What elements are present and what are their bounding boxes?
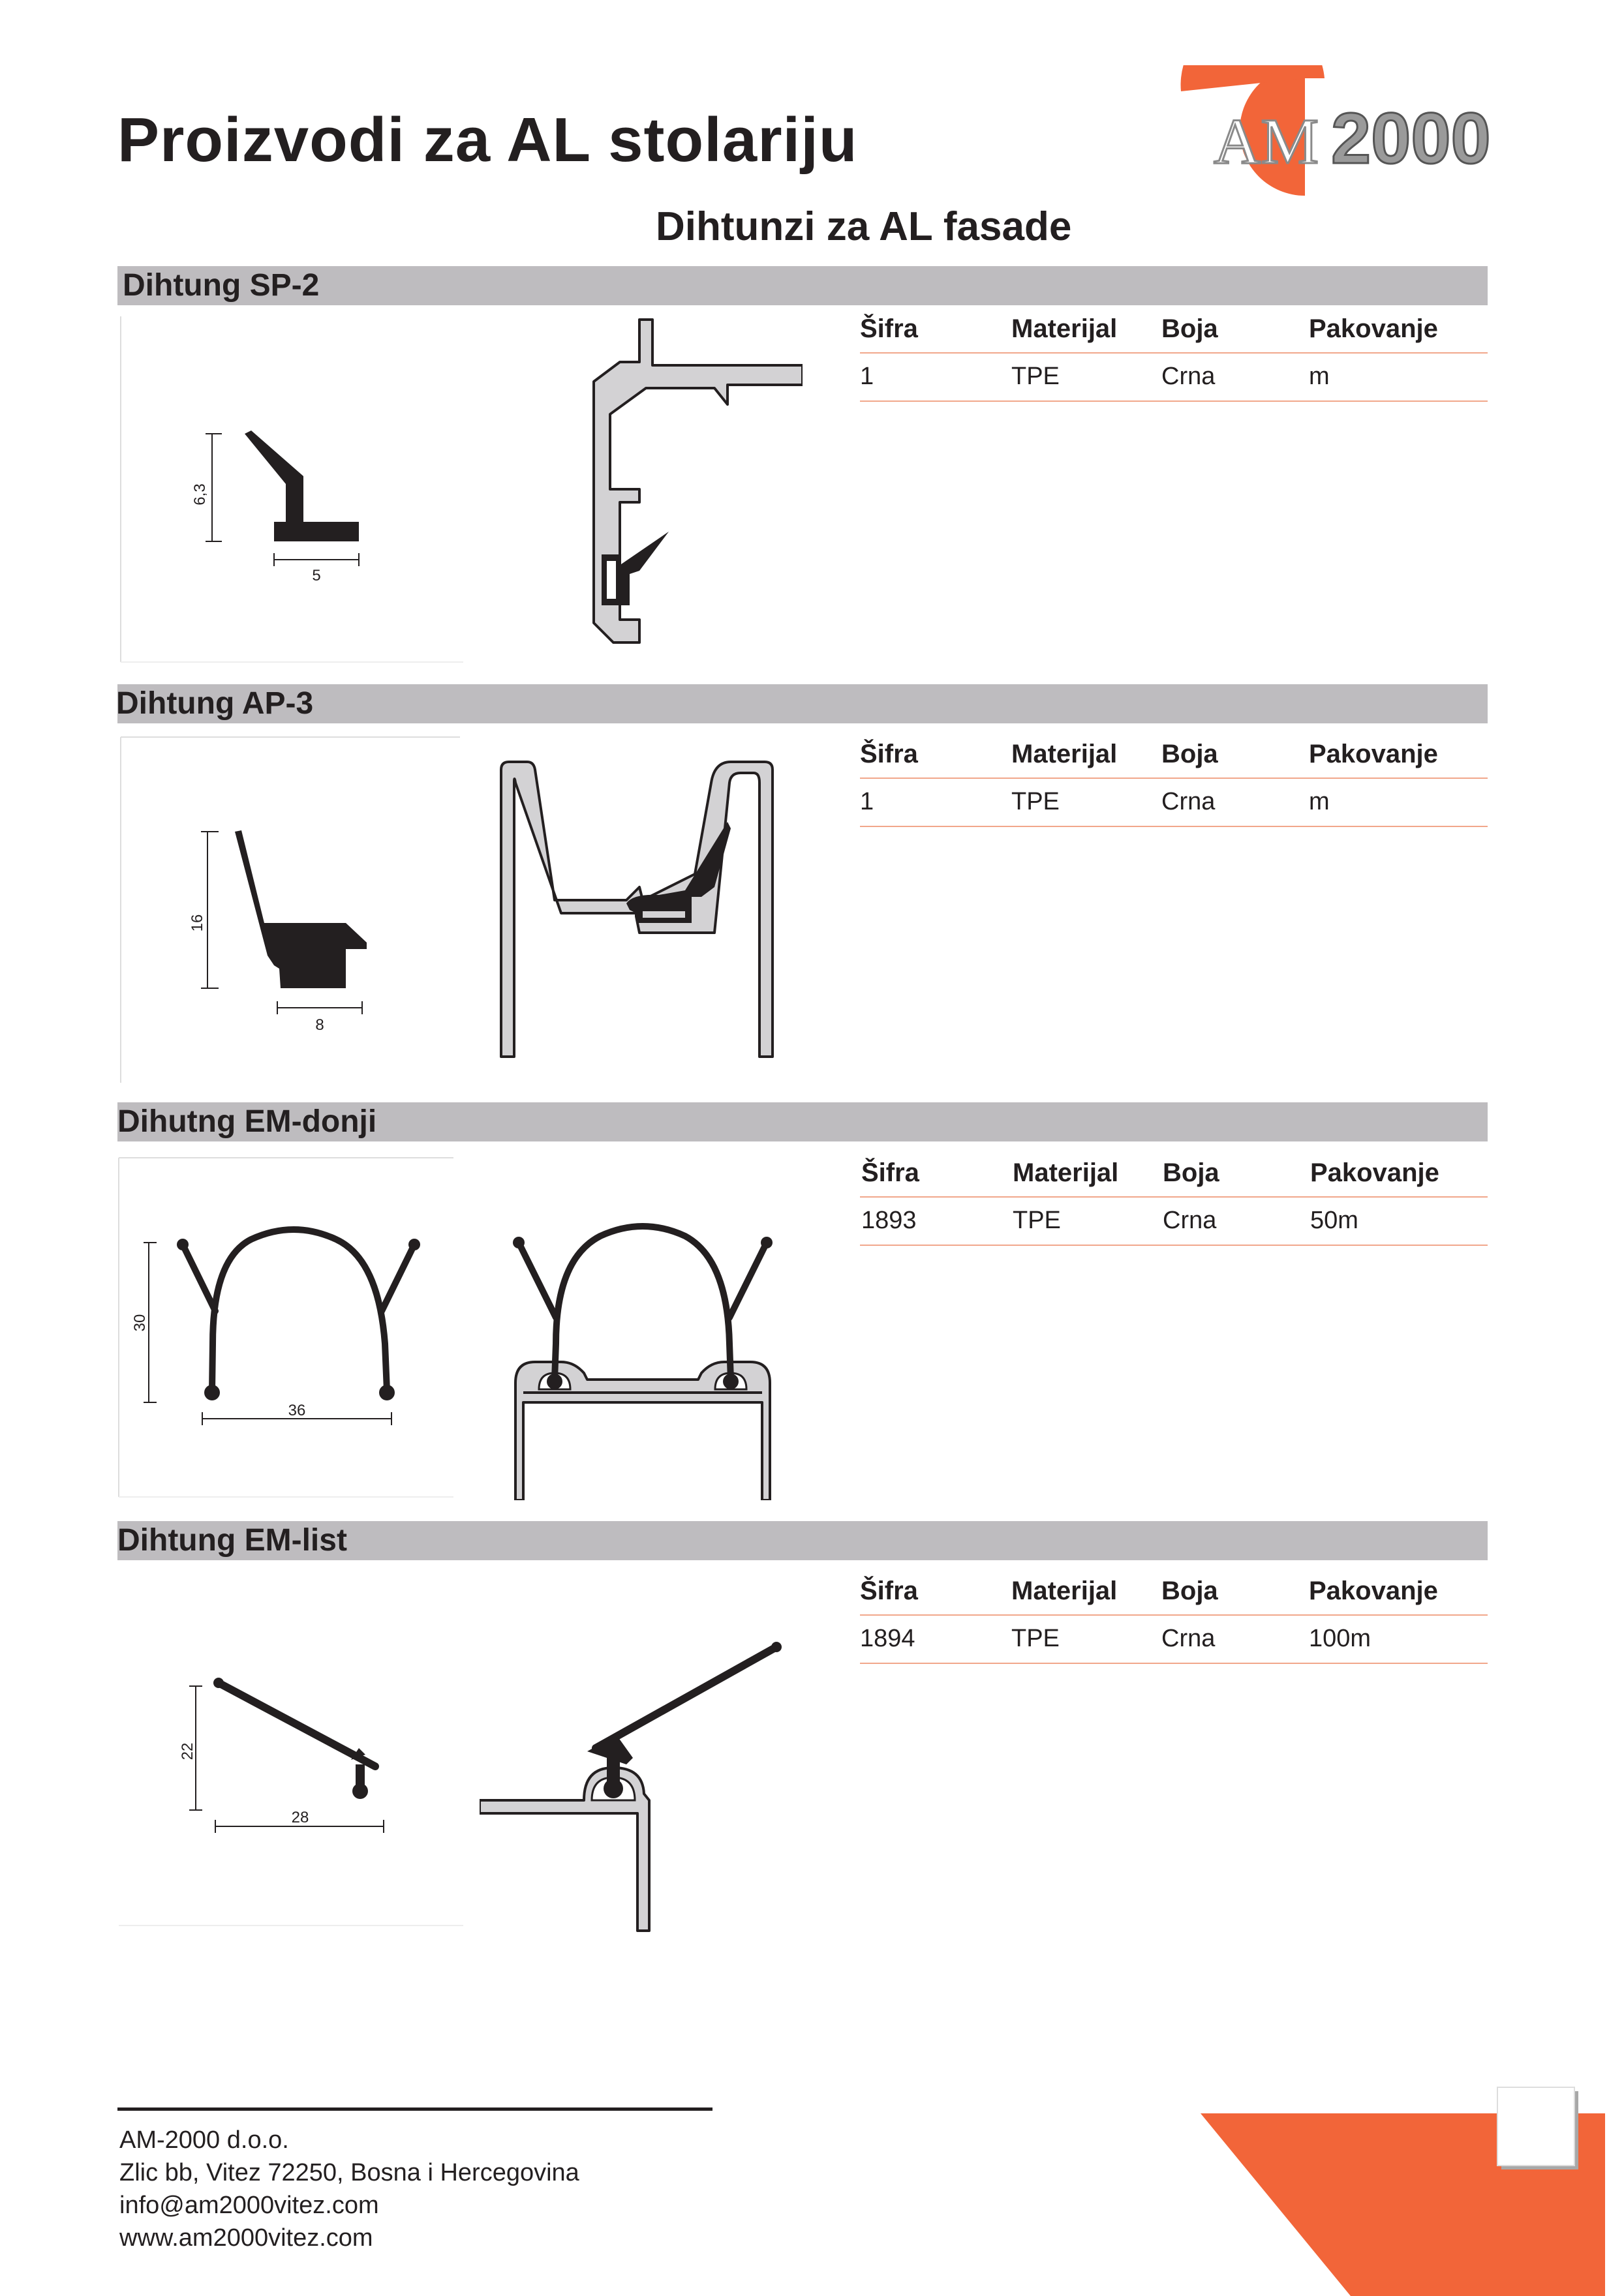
footer-address: Zlic bb, Vitez 72250, Bosna i Hercegovina xyxy=(119,2159,579,2186)
header-color: Boja xyxy=(1163,1158,1219,1187)
header-code: Šifra xyxy=(860,740,918,768)
section-header-sp2 xyxy=(117,266,1488,305)
company-logo xyxy=(1174,65,1527,196)
dimension-height: 30 xyxy=(131,1314,149,1332)
section-title: Dihtung AP-3 xyxy=(116,686,314,721)
section-header-em-donji xyxy=(117,1102,1488,1141)
dimension-width: 8 xyxy=(315,1016,324,1034)
installation-drawing-em-donji xyxy=(502,1213,796,1500)
section-header-em-list xyxy=(117,1521,1488,1560)
cell-packaging: 50m xyxy=(1310,1207,1358,1234)
cell-material: TPE xyxy=(1011,363,1060,390)
page-title: Proizvodi za AL stolariju xyxy=(117,105,858,175)
seal-profile xyxy=(245,430,359,541)
header-material: Materijal xyxy=(1013,1158,1119,1187)
cell-material: TPE xyxy=(1011,1625,1060,1652)
footer-divider xyxy=(117,2107,712,2111)
cell-color: Crna xyxy=(1161,788,1216,815)
footer-company: AM-2000 d.o.o. xyxy=(119,2126,289,2154)
header-code: Šifra xyxy=(861,1158,919,1187)
header-code: Šifra xyxy=(860,1577,918,1605)
seal-drawing-em-list xyxy=(117,1631,470,1931)
table-header-row xyxy=(860,1149,1488,1198)
table-row xyxy=(860,1198,1488,1246)
cell-code: 1894 xyxy=(860,1625,915,1652)
installation-drawing-sp2 xyxy=(568,313,803,665)
footer-white-square xyxy=(1497,2087,1574,2166)
logo-2000-text: 2000 xyxy=(1331,98,1491,179)
dimension-height: 22 xyxy=(179,1742,196,1760)
table-header-row xyxy=(860,1567,1488,1616)
header-material: Materijal xyxy=(1011,740,1118,768)
cell-color: Crna xyxy=(1161,363,1216,390)
header-packaging: Pakovanje xyxy=(1309,740,1438,768)
seal-in-profile xyxy=(519,1226,767,1380)
cell-color: Crna xyxy=(1161,1625,1216,1652)
cell-code: 1 xyxy=(860,788,874,815)
header-color: Boja xyxy=(1161,1577,1218,1605)
header-code: Šifra xyxy=(860,314,918,343)
table-row xyxy=(860,1616,1488,1664)
table-row xyxy=(860,779,1488,827)
cell-code: 1 xyxy=(860,363,874,390)
cell-color: Crna xyxy=(1163,1207,1217,1234)
seal-drawing-sp2 xyxy=(117,313,470,665)
seal-profile xyxy=(235,830,367,988)
header-color: Boja xyxy=(1161,740,1218,768)
page-subtitle: Dihtunzi za AL fasade xyxy=(656,204,1072,249)
seal-profile xyxy=(183,1230,414,1391)
cell-material: TPE xyxy=(1011,788,1060,815)
logo-am-text: AM xyxy=(1214,105,1319,177)
installation-drawing-em-list xyxy=(480,1637,793,1937)
spec-table-ap3 xyxy=(860,731,1488,827)
header-material: Materijal xyxy=(1011,314,1118,343)
table-header-row xyxy=(860,731,1488,779)
section-header-ap3 xyxy=(117,684,1488,723)
header-packaging: Pakovanje xyxy=(1309,314,1438,343)
cell-code: 1893 xyxy=(861,1207,917,1234)
header-color: Boja xyxy=(1161,314,1218,343)
spec-table-em-donji xyxy=(860,1149,1488,1246)
footer-orange-decoration xyxy=(1201,2074,1624,2296)
dimension-height: 6,3 xyxy=(191,483,209,506)
cell-material: TPE xyxy=(1013,1207,1061,1234)
installation-drawing-ap3 xyxy=(496,757,789,1070)
footer-website[interactable]: www.am2000vitez.com xyxy=(119,2224,373,2252)
dimension-width: 36 xyxy=(288,1402,306,1419)
footer-email[interactable]: info@am2000vitez.com xyxy=(119,2192,379,2219)
table-row xyxy=(860,354,1488,402)
section-title: Dihtung SP-2 xyxy=(123,268,320,303)
dimension-height: 16 xyxy=(189,914,206,932)
section-title: Dihutng EM-donji xyxy=(117,1104,377,1139)
seal-in-profile xyxy=(587,1642,782,1798)
spec-table-sp2 xyxy=(860,305,1488,402)
seal-drawing-ap3 xyxy=(117,734,470,1086)
header-packaging: Pakovanje xyxy=(1310,1158,1439,1187)
dimension-width: 5 xyxy=(312,567,321,584)
cell-packaging: 100m xyxy=(1309,1625,1371,1652)
dimension-width: 28 xyxy=(291,1809,309,1826)
header-packaging: Pakovanje xyxy=(1309,1577,1438,1605)
seal-profile xyxy=(213,1678,375,1799)
section-title: Dihtung EM-list xyxy=(117,1523,347,1558)
cell-packaging: m xyxy=(1309,788,1330,815)
seal-drawing-em-donji xyxy=(117,1155,457,1500)
header-material: Materijal xyxy=(1011,1577,1118,1605)
spec-table-em-list xyxy=(860,1567,1488,1664)
cell-packaging: m xyxy=(1309,363,1330,390)
table-header-row xyxy=(860,305,1488,354)
